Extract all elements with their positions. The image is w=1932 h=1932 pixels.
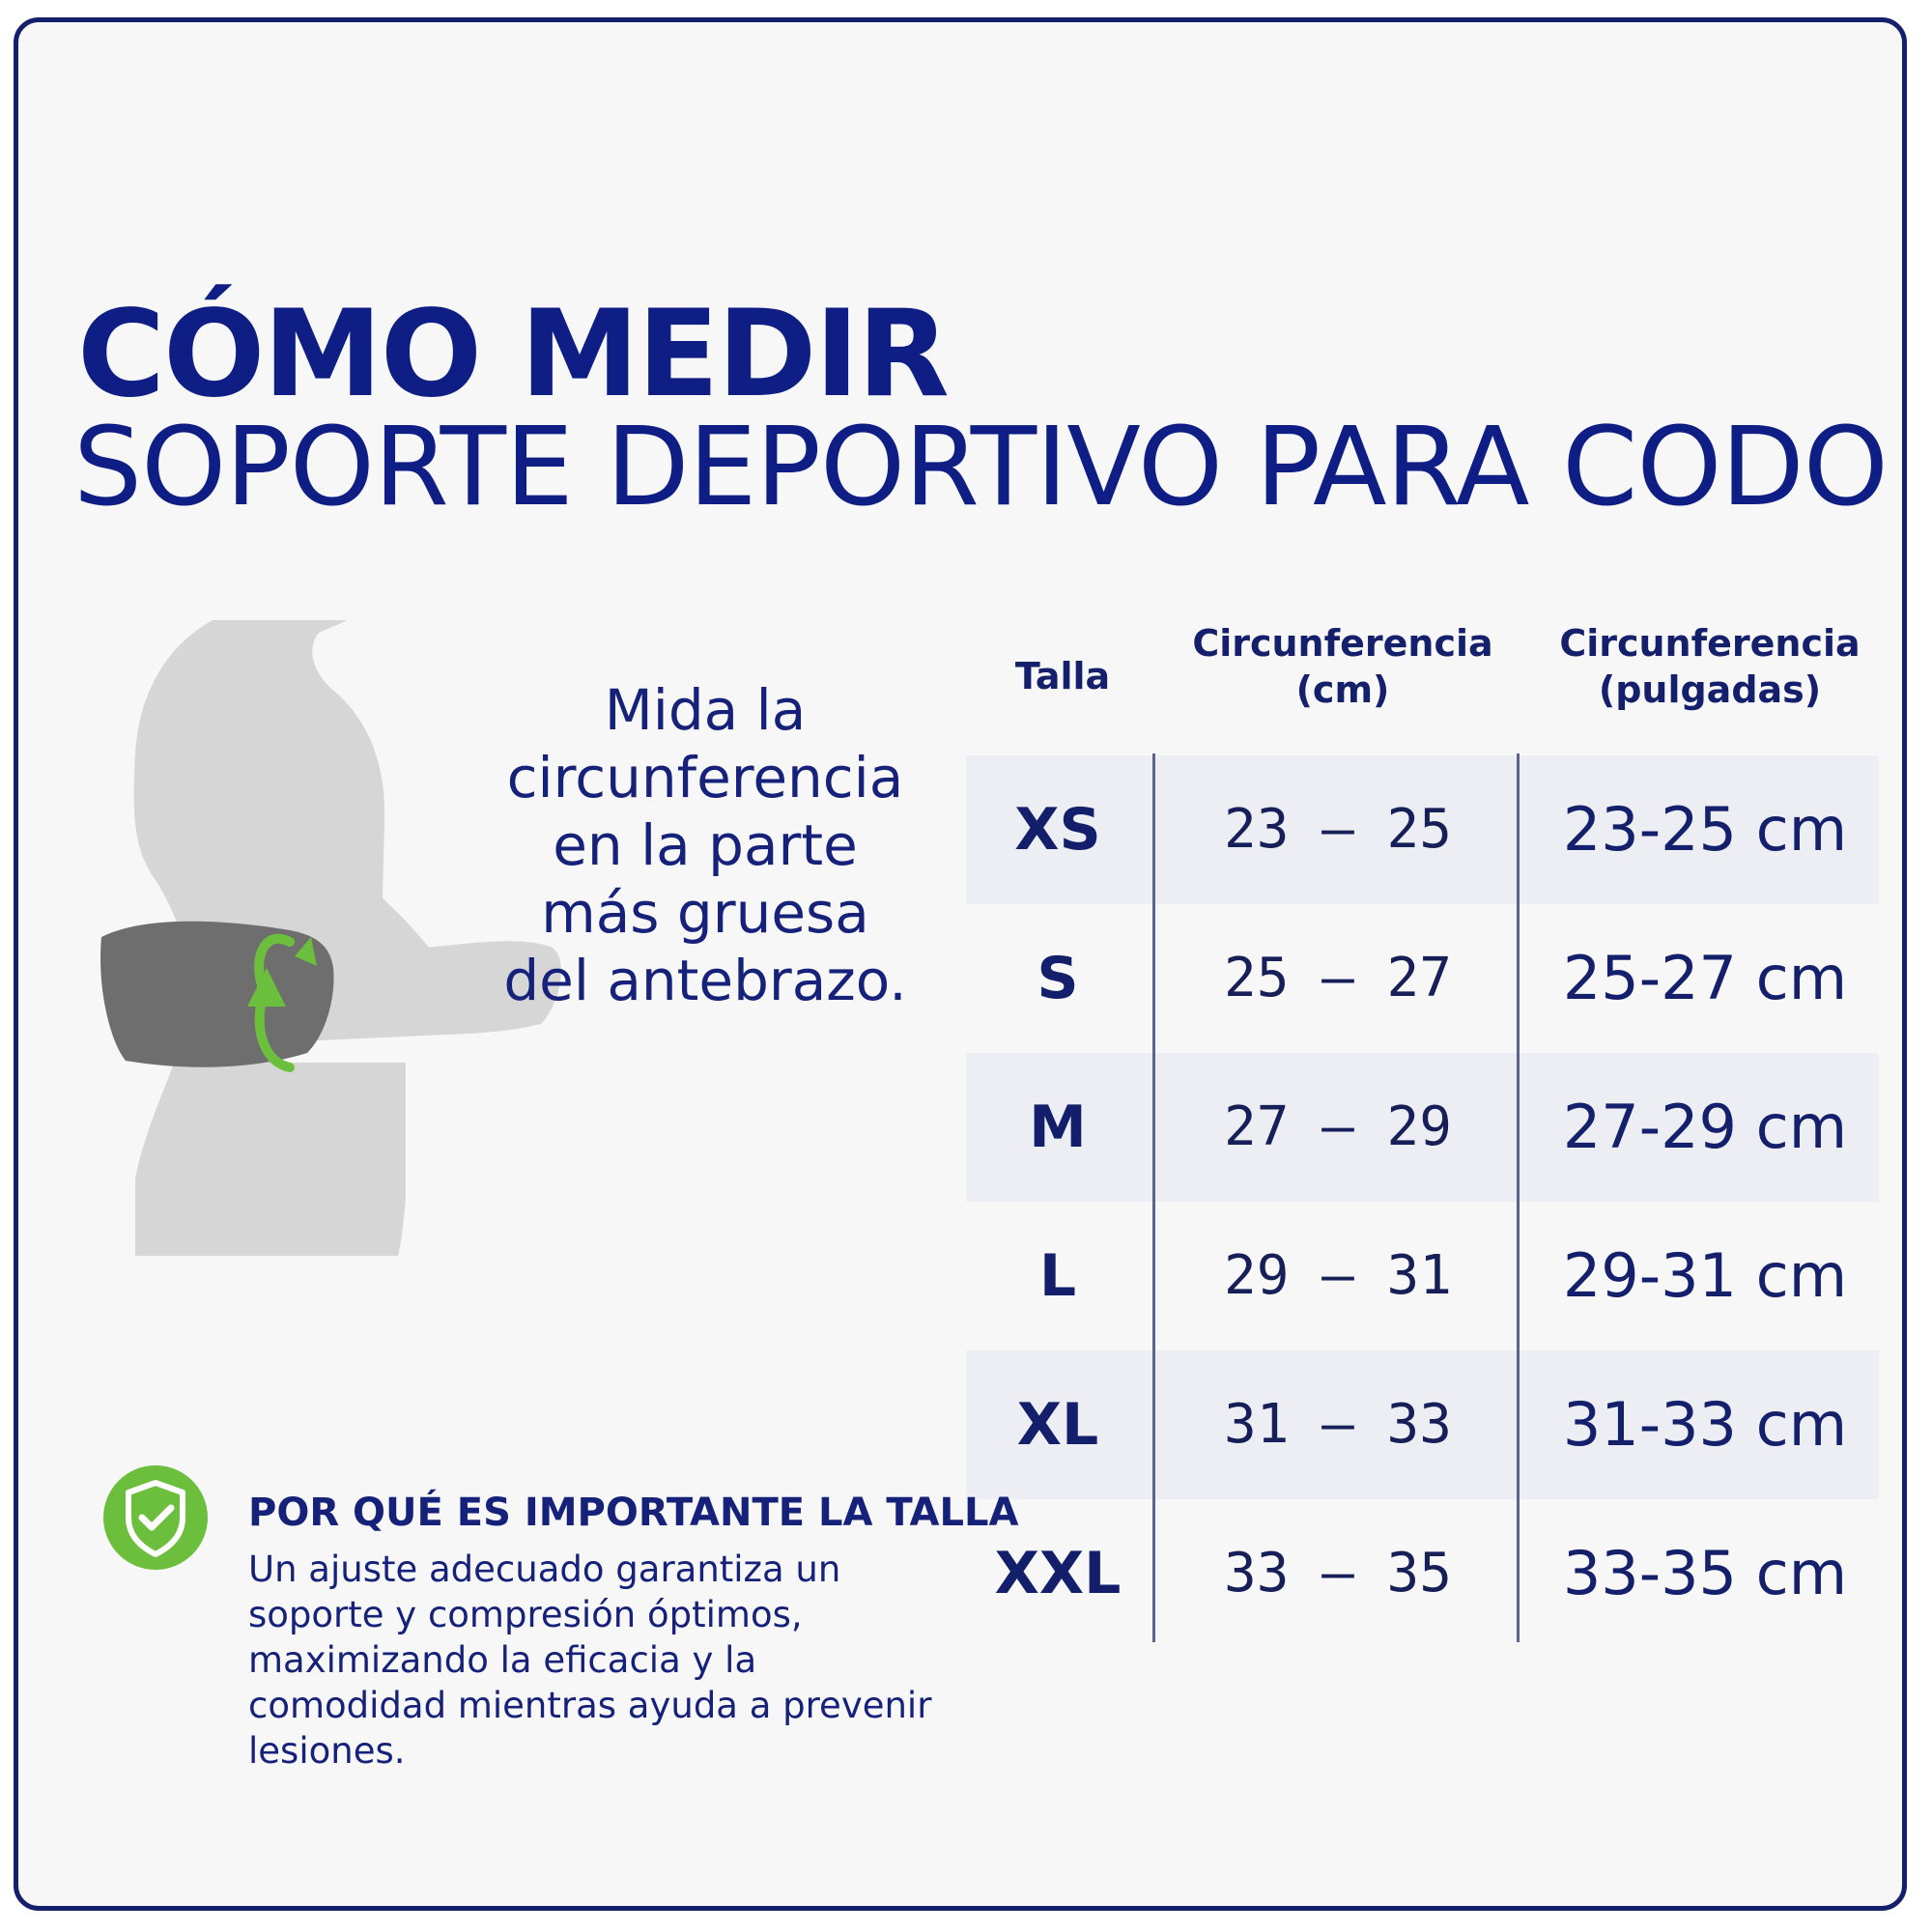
header-in-line1: Circunferencia bbox=[1559, 622, 1861, 665]
size-cell: XL bbox=[1016, 1391, 1099, 1459]
why-title: POR QUÉ ES IMPORTANTE LA TALLA bbox=[248, 1491, 1019, 1535]
column-divider bbox=[1517, 753, 1520, 1642]
why-body-line: Un ajuste adecuado garantiza un bbox=[248, 1548, 841, 1590]
in-cell: 23-25 cm bbox=[1562, 794, 1848, 865]
table-row bbox=[966, 1053, 1879, 1202]
table-row bbox=[966, 755, 1879, 904]
header-talla: Talla bbox=[1014, 655, 1111, 697]
lower-torso-shape bbox=[135, 1063, 406, 1256]
shield-check-icon bbox=[101, 1463, 210, 1572]
upper-arm-shape bbox=[230, 782, 272, 942]
size-cell: S bbox=[1037, 945, 1079, 1012]
header-in-line2: (pulgadas) bbox=[1598, 668, 1822, 711]
cm-cell: 29 – 31 bbox=[1223, 1244, 1452, 1307]
page-subtitle: SOPORTE DEPORTIVO PARA CODO bbox=[73, 405, 1888, 530]
table-row bbox=[966, 1202, 1879, 1350]
header-cm-line2: (cm) bbox=[1295, 668, 1390, 711]
instruction-line: del antebrazo. bbox=[503, 948, 907, 1013]
table-row bbox=[966, 1499, 1879, 1648]
instruction-line: Mida la bbox=[604, 677, 807, 743]
cm-cell: 25 – 27 bbox=[1223, 947, 1452, 1009]
in-cell: 31-33 cm bbox=[1562, 1389, 1848, 1460]
instruction-line: en la parte bbox=[553, 812, 858, 878]
table-row bbox=[966, 904, 1879, 1053]
in-cell: 27-29 cm bbox=[1562, 1092, 1848, 1162]
cm-cell: 33 – 35 bbox=[1223, 1542, 1452, 1605]
column-divider bbox=[1152, 753, 1155, 1642]
size-cell: M bbox=[1029, 1094, 1087, 1161]
cm-cell: 31 – 33 bbox=[1223, 1393, 1452, 1456]
elbow-support-band bbox=[100, 922, 334, 1067]
header-cm-line1: Circunferencia bbox=[1192, 622, 1493, 665]
in-cell: 29-31 cm bbox=[1562, 1240, 1848, 1311]
why-body-line: lesiones. bbox=[248, 1730, 406, 1772]
why-body bbox=[248, 1547, 1002, 1774]
in-cell: 25-27 cm bbox=[1562, 943, 1848, 1013]
instruction-line: circunferencia bbox=[506, 745, 904, 810]
why-body-line: soporte y compresión óptimos, bbox=[248, 1594, 803, 1635]
measure-instruction bbox=[473, 676, 937, 1014]
size-table bbox=[966, 609, 1884, 1652]
why-body-line: maximizando la eficacia y la bbox=[248, 1639, 757, 1681]
table-row bbox=[966, 1350, 1879, 1499]
cm-cell: 27 – 29 bbox=[1223, 1095, 1452, 1158]
instruction-line: más gruesa bbox=[541, 880, 869, 946]
in-cell: 33-35 cm bbox=[1562, 1538, 1848, 1608]
page-title: CÓMO MEDIR bbox=[77, 285, 949, 424]
size-cell: XS bbox=[1014, 796, 1101, 864]
size-cell: L bbox=[1038, 1242, 1077, 1310]
why-body-line: comodidad mientras ayuda a prevenir bbox=[248, 1685, 932, 1726]
header-pulgadas bbox=[1526, 620, 1893, 713]
size-cell: XXL bbox=[994, 1540, 1122, 1607]
header-cm bbox=[1159, 620, 1526, 713]
cm-cell: 23 – 25 bbox=[1223, 798, 1452, 861]
